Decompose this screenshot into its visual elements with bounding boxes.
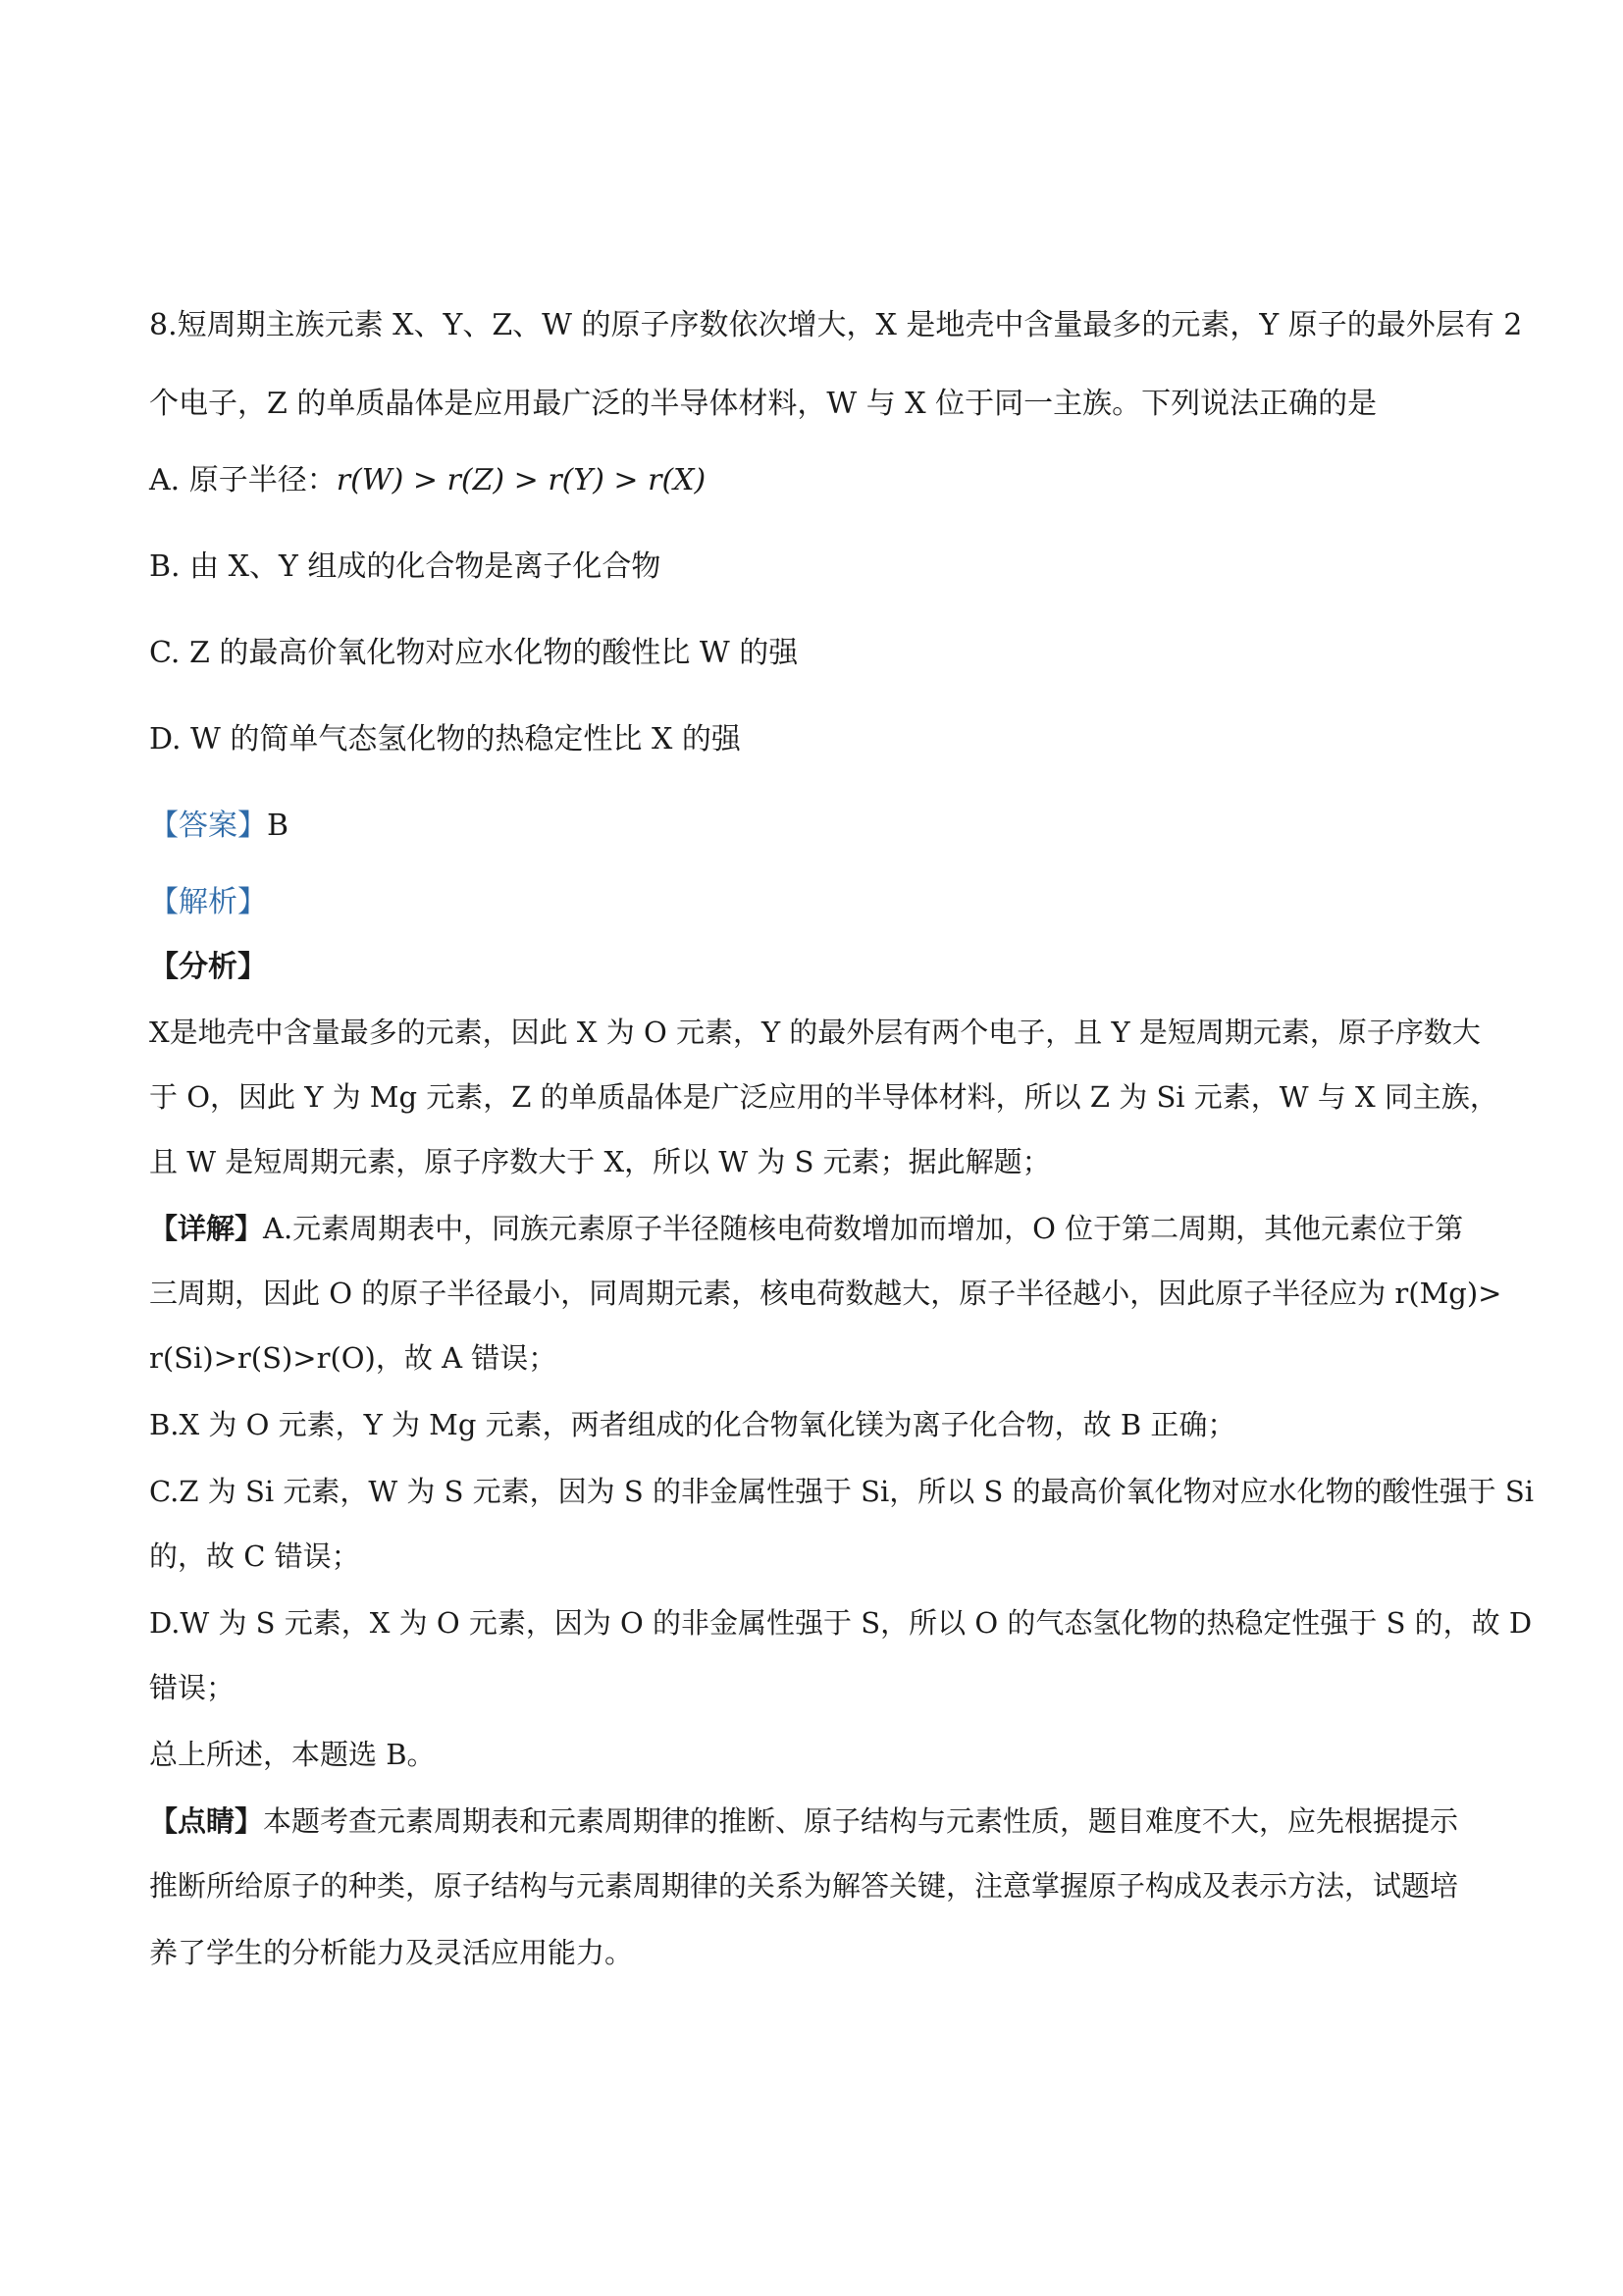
answer-label: 【答案】: [149, 809, 267, 843]
answer-line: [149, 807, 1484, 846]
detail-line-3: r(Si)>r(S)>r(O)，故 A 错误；: [149, 1341, 557, 1375]
analysis-line-2: 于 O，因此 Y 为 Mg 元素，Z 的单质晶体是广泛应用的半导体材料，所以 Z 为 Si 元素，W 与 X 同主族，: [149, 1080, 1498, 1114]
comment-line-3: 养了学生的分析能力及灵活应用能力。: [149, 1936, 634, 1969]
analysis-label: 【解析】: [149, 885, 267, 919]
detail-line-8: 错误；: [149, 1671, 236, 1704]
detail-line-9: 总上所述，本题选 B。: [149, 1738, 436, 1771]
option-a-formula: r(W) > r(Z) > r(Y) > r(X): [336, 463, 707, 497]
question-stem-line-2: 个电子，Z 的单质晶体是应用最广泛的半导体材料，W 与 X 位于同一主族。下列说法正确的是: [149, 387, 1378, 421]
comment-line-2: 推断所给原子的种类，原子结构与元素周期律的关系为解答关键，注意掌握原子构成及表示方法，试题培: [149, 1869, 1459, 1903]
detail-line-1: [149, 1209, 1484, 1248]
option-a: [149, 461, 1484, 500]
comment-label: 【点睛】: [149, 1804, 264, 1838]
option-a-label: A. 原子半径：: [149, 463, 337, 497]
question-stem-line-1: 8.短周期主族元素 X、Y、Z、W 的原子序数依次增大，X 是地壳中含量最多的元素，Y 原子的最外层有 2: [149, 308, 1523, 342]
detail-line-5: C.Z 为 Si 元素，W 为 S 元素，因为 S 的非金属性强于 Si，所以 S 的最高价氧化物对应水化物的酸性强于 Si: [149, 1475, 1534, 1508]
analysis-line-3: 且 W 是短周期元素，原子序数大于 X，所以 W 为 S 元素；据此解题；: [149, 1145, 1051, 1178]
detail-line-4: B.X 为 O 元素，Y 为 Mg 元素，两者组成的化合物氧化镁为离子化合物，故 B 正确；: [149, 1408, 1236, 1441]
analysis-sub-label: 【分析】: [149, 950, 267, 984]
detail-line-6: 的，故 C 错误；: [149, 1539, 360, 1573]
comment-line-1-text: 本题考查元素周期表和元素周期律的推断、原子结构与元素性质，题目难度不大，应先根据提示: [263, 1804, 1459, 1838]
comment-line-1: [149, 1801, 1484, 1841]
detail-line-1-text: A.元素周期表中，同族元素原子半径随核电荷数增加而增加，O 位于第二周期，其他元素位于第: [263, 1212, 1464, 1245]
analysis-line-1: X是地壳中含量最多的元素，因此 X 为 O 元素，Y 的最外层有两个电子，且 Y 是短周期元素，原子序数大: [149, 1016, 1481, 1049]
option-d: D. W 的简单气态氢化物的热稳定性比 X 的强: [149, 722, 741, 757]
detail-line-2: 三周期，因此 O 的原子半径最小，同周期元素，核电荷数越大，原子半径越小，因此原子半径应为 r(Mg)>: [149, 1277, 1502, 1310]
option-c: C. Z 的最高价氧化物对应水化物的酸性比 W 的强: [149, 636, 799, 670]
answer-value: B: [267, 809, 289, 843]
detail-label: 【详解】: [149, 1212, 264, 1245]
option-b: B. 由 X、Y 组成的化合物是离子化合物: [149, 549, 661, 584]
detail-line-7: D.W 为 S 元素，X 为 O 元素，因为 O 的非金属性强于 S，所以 O 的气态氢化物的热稳定性强于 S 的，故 D: [149, 1606, 1533, 1640]
